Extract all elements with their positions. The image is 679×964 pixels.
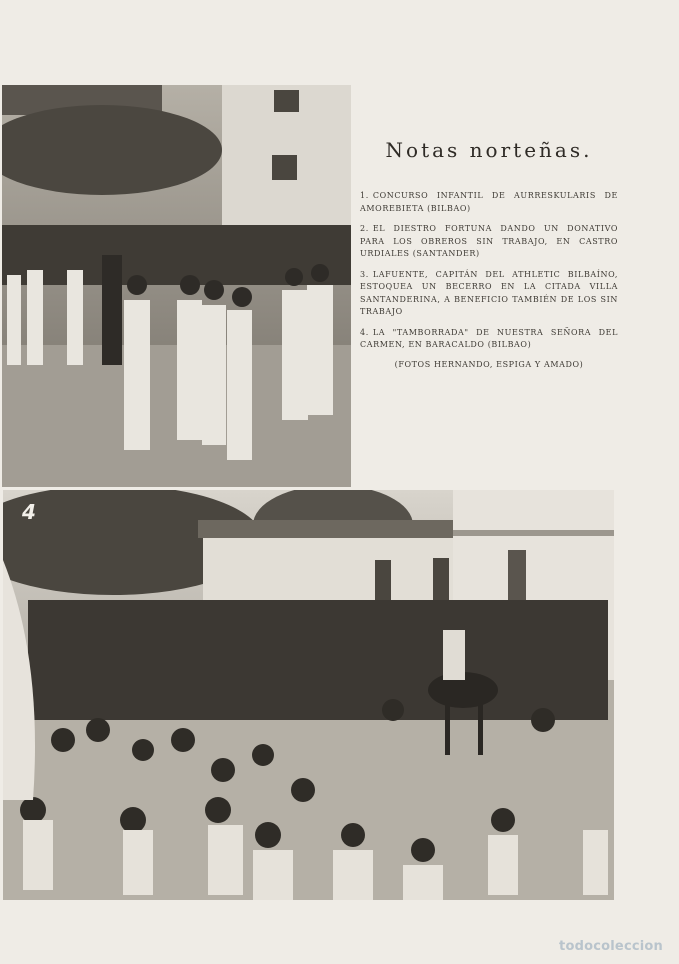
note-2-text: EL DIESTRO FORTUNA DANDO UN DONATIVO PARA LOS OBREROS SIN TRABAJO, EN CASTRO URDIALES (SANTANDER) [360, 224, 618, 258]
photo-tamborrada-image [3, 490, 614, 900]
caption-block [360, 138, 618, 369]
note-2-number: 2. [360, 224, 369, 233]
note-2 [360, 223, 618, 261]
note-4-text: LA "TAMBORRADA" DE NUESTRA SEÑORA DEL CARMEN, EN BARACALDO (BILBAO) [360, 327, 618, 349]
photo-tamborrada [3, 490, 614, 900]
note-4-number: 4. [360, 327, 369, 337]
article-title: Notas norteñas. [385, 138, 593, 162]
note-4 [360, 327, 618, 352]
photo-credits: (FOTOS HERNANDO, ESPIGA Y AMADO) [394, 359, 584, 369]
watermark-logo: todocoleccion [559, 939, 663, 954]
photo-aurreskularis-image [2, 85, 351, 487]
note-1-text: CONCURSO INFANTIL DE AURRESKULARIS DE AMOREBIETA (BILBAO) [360, 191, 618, 213]
note-3 [360, 269, 618, 319]
photo-aurreskularis [2, 85, 351, 487]
note-3-text: LAFUENTE, CAPITÁN DEL ATHLETIC BILBAÍNO, ESTOQUEA UN BECERRO EN LA CITADA VILLA SANTANDERINA, A BENEFICIO TAMBIÉN DE LOS SIN TRABAJO [360, 269, 618, 316]
note-1 [360, 190, 618, 215]
note-1-number: 1. [360, 191, 369, 200]
note-3-number: 3. [360, 269, 369, 279]
photo-number-4: 4 [22, 500, 36, 524]
